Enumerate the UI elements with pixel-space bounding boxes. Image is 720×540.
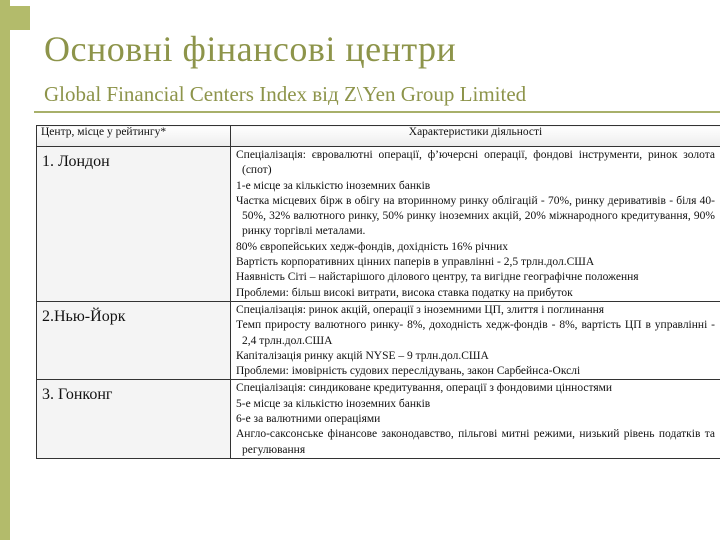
sidebar-accent — [0, 0, 10, 540]
description-line: Вартість корпоративних цінних паперів в управлінні - 2,5 трлн.дол.США — [236, 256, 595, 269]
page-subtitle: Global Financial Centers Index від Z\Yen Group Limited — [44, 82, 527, 106]
description-line: Спеціалізація: синдиковане кредитування, операції з фондовими цінностями — [236, 382, 613, 395]
table-header-row — [37, 126, 720, 147]
description-line: 5-е місце за кількістю іноземних банків — [236, 397, 431, 410]
description-line: Спеціалізація: євровалютні операції, ф’ючерсні операції, фондові інструменти, ринок золота (спот) — [236, 149, 715, 177]
description-line: Частка місцевих бірж в обігу на вторинному ринку облігацій - 70%, ринку деривативів - біля 40-50%, 32% валютного ринку, 50% ринку іноземних акцій, 20% міжнародного кредитування, 90% ринку торгівлі металами. — [236, 194, 715, 238]
table-row — [37, 147, 720, 302]
page-title: Основні фінансові центри — [44, 29, 457, 69]
description-line: 6-е за валютними операціями — [236, 413, 381, 426]
description-line: Капіталізація ринку акцій NYSE – 9 трлн.дол.США — [236, 349, 489, 362]
description-line: 1-е місце за кількістю іноземних банків — [236, 179, 431, 192]
table-row — [37, 380, 720, 458]
corner-accent — [0, 6, 30, 30]
center-name: 3. Гонконг — [37, 380, 231, 458]
center-description — [231, 301, 720, 379]
centers-table — [36, 125, 720, 459]
center-description — [231, 147, 720, 302]
table-row — [37, 301, 720, 379]
center-name: 1. Лондон — [37, 147, 231, 302]
description-line: Проблеми: більш високі витрати, висока ставка податку на прибуток — [236, 286, 573, 299]
center-description — [231, 380, 720, 458]
title-divider — [34, 111, 720, 113]
center-name: 2.Нью-Йорк — [37, 301, 231, 379]
description-line: Темп приросту валютного ринку- 8%, доходність хедж-фондів - 8%, вартість ЦП в управлінні - 2,4 трлн.дол.США — [236, 319, 715, 347]
header-characteristics: Характеристики діяльності — [231, 126, 720, 147]
header-center: Центр, місце у рейтингу* — [37, 126, 231, 147]
description-line: 80% європейських хедж-фондів, дохідність 16% річних — [236, 240, 509, 253]
description-line: Англо-саксонське фінансове законодавство, пільгові митні режими, низький рівень податків та регулювання — [236, 428, 715, 456]
description-line: Наявність Сіті – найстарішого ділового центру, та вигідне географічне положення — [236, 271, 639, 284]
description-line: Спеціалізація: ринок акцій, операції з іноземними ЦП, злиття і поглинання — [236, 303, 605, 316]
description-line: Проблеми: імовірність судових переслідувань, закон Сарбейнса-Окслі — [236, 365, 581, 378]
